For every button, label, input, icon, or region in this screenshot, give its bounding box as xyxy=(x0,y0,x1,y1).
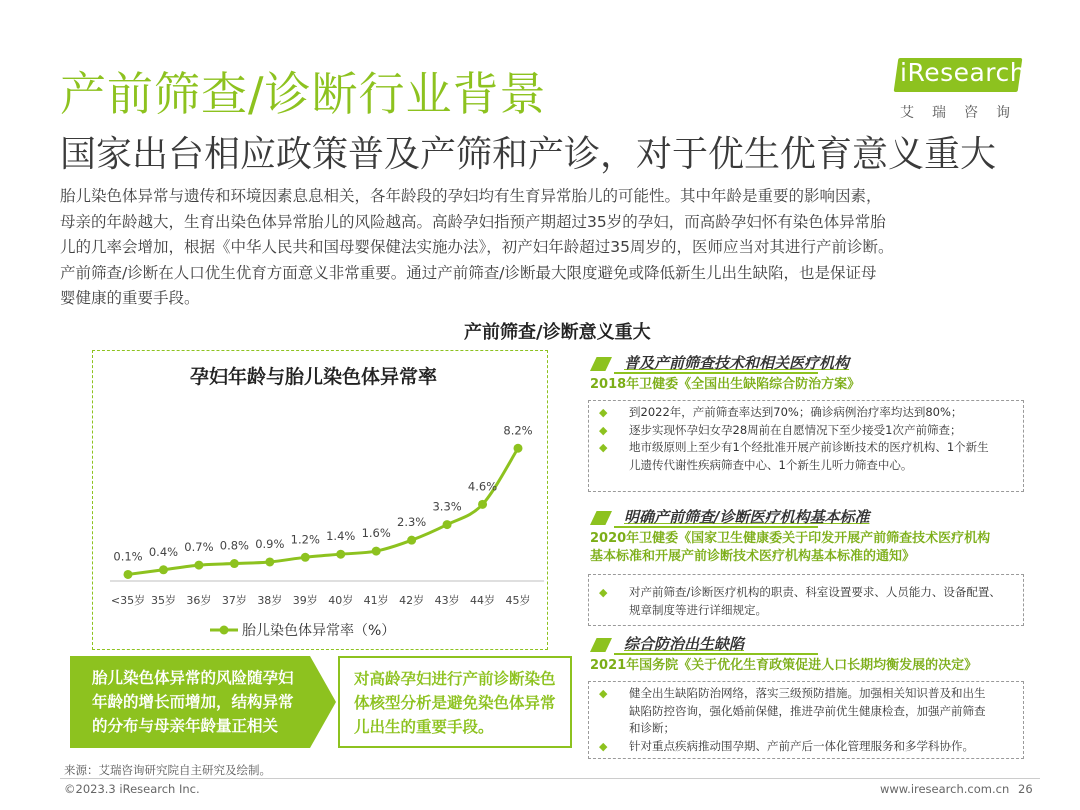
policy-source xyxy=(590,376,860,394)
x-tick-label: 37岁 xyxy=(221,594,247,607)
policy-bullet xyxy=(597,422,1017,440)
policy-source-line: 基本标准和开展产前诊断技术医疗机构基本标准的通知》 xyxy=(590,549,916,564)
data-label: 0.4% xyxy=(148,544,179,559)
policy-bullet xyxy=(597,685,1017,738)
diamond-bullet-icon: ◆ xyxy=(599,687,608,700)
data-point xyxy=(194,561,203,570)
bullet-line: 到2022年，产前筛查率达到70%；确诊病例治疗率均达到80%； xyxy=(629,405,963,419)
section-title: 普及产前筛查技术和相关医疗机构 xyxy=(624,354,850,372)
section-marker-icon xyxy=(590,357,612,371)
x-tick-label: 41岁 xyxy=(363,594,389,607)
logo-cn-text: 艾瑞咨询 xyxy=(900,105,1028,121)
intro-line: 婴健康的重要手段。 xyxy=(60,289,200,307)
section-heading: 产前筛查/诊断意义重大 xyxy=(464,322,651,343)
website-link[interactable]: www.iresearch.com.cn xyxy=(880,782,1010,796)
data-label: 0.7% xyxy=(184,540,214,555)
page-title: 产前筛查/诊断行业背景 xyxy=(60,67,547,121)
data-label: 0.9% xyxy=(255,536,285,551)
callout-risk xyxy=(70,656,310,748)
diamond-bullet-icon: ◆ xyxy=(599,739,608,753)
data-label: 4.6% xyxy=(467,479,498,494)
data-label: 1.2% xyxy=(290,532,320,547)
x-tick-label: 40岁 xyxy=(328,594,354,607)
legend-swatch-point xyxy=(220,626,229,635)
data-point xyxy=(372,547,381,556)
data-point xyxy=(478,500,487,509)
intro-line: 儿的几率会增加，根据《中华人民共和国母婴保健法实施办法》，初产妇年龄超过35周岁的，医师应当对其进行产前诊断。 xyxy=(60,238,894,256)
data-label: 8.2% xyxy=(503,423,533,438)
bullet-line: 儿遗传代谢性疾病筛查中心、1个新生儿听力筛查中心。 xyxy=(629,457,913,472)
data-point xyxy=(514,444,523,453)
data-label: 1.6% xyxy=(361,526,391,541)
callout-line: 儿出生的重要手段。 xyxy=(354,718,494,736)
callout-diagnosis xyxy=(338,656,572,748)
copyright-text: ©2023.3 iResearch Inc. xyxy=(64,782,200,796)
policy-box xyxy=(588,574,1024,626)
data-point xyxy=(265,557,274,566)
x-tick-label: 42岁 xyxy=(399,594,425,607)
bullet-line: 地市级原则上至少有1个经批准开展产前诊断技术的医疗机构、1个新生 xyxy=(629,440,989,454)
intro-paragraph xyxy=(60,184,1040,312)
legend-label: 胎儿染色体异常率（%） xyxy=(242,623,396,639)
policy-source-line: 2020年卫健委《国家卫生健康委关于印发开展产前筛查技术医疗机构 xyxy=(590,531,991,546)
data-point xyxy=(124,570,133,579)
data-point xyxy=(443,520,452,529)
logo-text: iResearch xyxy=(900,58,1027,87)
data-point xyxy=(159,565,168,574)
callout-arrow xyxy=(310,656,336,748)
iresearch-logo xyxy=(896,58,1026,124)
policy-box xyxy=(588,400,1024,492)
bullet-line: 针对重点疾病推动围孕期、产前产后一体化管理服务和多学科协作。 xyxy=(629,738,974,753)
x-tick-label: 44岁 xyxy=(470,594,496,607)
callout-line: 对高龄孕妇进行产前诊断染色 xyxy=(354,670,556,688)
data-label: 0.8% xyxy=(219,538,249,553)
policy-bullet xyxy=(597,578,1017,619)
policy-bullet xyxy=(597,738,1017,756)
bullet-line: 规章制度等进行详细规定。 xyxy=(629,602,767,617)
bullet-line: 对产前筛查/诊断医疗机构的职责、科室设置要求、人员能力、设备配置、 xyxy=(629,585,1001,599)
diamond-bullet-icon: ◆ xyxy=(599,586,608,599)
x-tick-label: <35岁 xyxy=(110,594,146,607)
bullet-line: 缺陷防控咨询，强化婚前保健，推进孕前优生健康检查，加强产前筛查 xyxy=(629,703,986,718)
bullet-line: 和诊断； xyxy=(629,721,675,735)
data-label: 0.1% xyxy=(113,549,143,564)
footer-divider xyxy=(60,778,1040,779)
data-point xyxy=(407,536,416,545)
line-chart xyxy=(92,350,548,650)
policy-box xyxy=(588,681,1024,759)
intro-line: 母亲的年龄越大，生育出染色体异常胎儿的风险越高。高龄孕妇指预产期超过35岁的孕妇，而高龄孕妇怀有染色体异常胎 xyxy=(60,212,886,231)
policy-source-line: 2021年国务院《关于优化生育政策促进人口长期均衡发展的决定》 xyxy=(590,658,978,673)
data-point xyxy=(230,559,239,568)
data-point xyxy=(301,553,310,562)
callout-line: 体核型分析是避免染色体异常 xyxy=(354,694,556,712)
data-point xyxy=(336,550,345,559)
chart-title: 孕妇年龄与胎儿染色体异常率 xyxy=(190,366,438,388)
policy-source xyxy=(590,657,977,675)
policy-source xyxy=(590,530,990,566)
bullet-line: 逐步实现怀孕妇女孕28周前在自愿情况下至少接受1次产前筛查； xyxy=(629,422,962,437)
section-marker-icon xyxy=(590,638,612,652)
page-number: 26 xyxy=(1018,782,1033,796)
section-title: 明确产前筛查/诊断医疗机构基本标准 xyxy=(624,508,870,526)
data-label: 3.3% xyxy=(432,499,462,514)
callout-line: 胎儿染色体异常的风险随孕妇 xyxy=(92,669,294,687)
policy-source-line: 2018年卫健委《全国出生缺陷综合防治方案》 xyxy=(590,377,861,392)
intro-line: 产前筛查/诊断在人口优生优育方面意义非常重要。通过产前筛查/诊断最大限度避免或降低新生儿出生缺陷，也是保证母 xyxy=(60,263,877,282)
page-subtitle: 国家出台相应政策普及产筛和产诊，对于优生优育意义重大 xyxy=(60,134,997,175)
x-tick-label: 45岁 xyxy=(505,594,531,607)
x-tick-label: 39岁 xyxy=(292,594,318,607)
callout-line: 的分布与母亲年龄量正相关 xyxy=(92,717,279,735)
bullet-line: 健全出生缺陷防治网络，落实三级预防措施。加强相关知识普及和出生 xyxy=(629,686,986,700)
section-title: 综合防治出生缺陷 xyxy=(624,635,745,653)
data-label: 2.3% xyxy=(397,515,427,530)
data-label: 1.4% xyxy=(326,529,356,544)
section-marker-icon xyxy=(590,511,612,525)
diamond-bullet-icon: ◆ xyxy=(599,423,608,437)
x-tick-label: 43岁 xyxy=(434,594,460,607)
policy-bullet xyxy=(597,404,1017,422)
diamond-bullet-icon: ◆ xyxy=(599,406,608,419)
x-tick-label: 38岁 xyxy=(257,594,283,607)
x-tick-label: 35岁 xyxy=(150,594,176,607)
x-tick-label: 36岁 xyxy=(186,594,212,607)
callout-line: 年龄的增长而增加，结构异常 xyxy=(92,693,294,711)
source-note: 来源：艾瑞咨询研究院自主研究及绘制。 xyxy=(64,763,271,777)
intro-line: 胎儿染色体异常与遗传和环境因素息息相关，各年龄段的孕妇均有生育异常胎儿的可能性。其中年龄是重要的影响因素， xyxy=(60,187,882,205)
policy-bullet xyxy=(597,439,1017,474)
diamond-bullet-icon: ◆ xyxy=(599,441,608,454)
